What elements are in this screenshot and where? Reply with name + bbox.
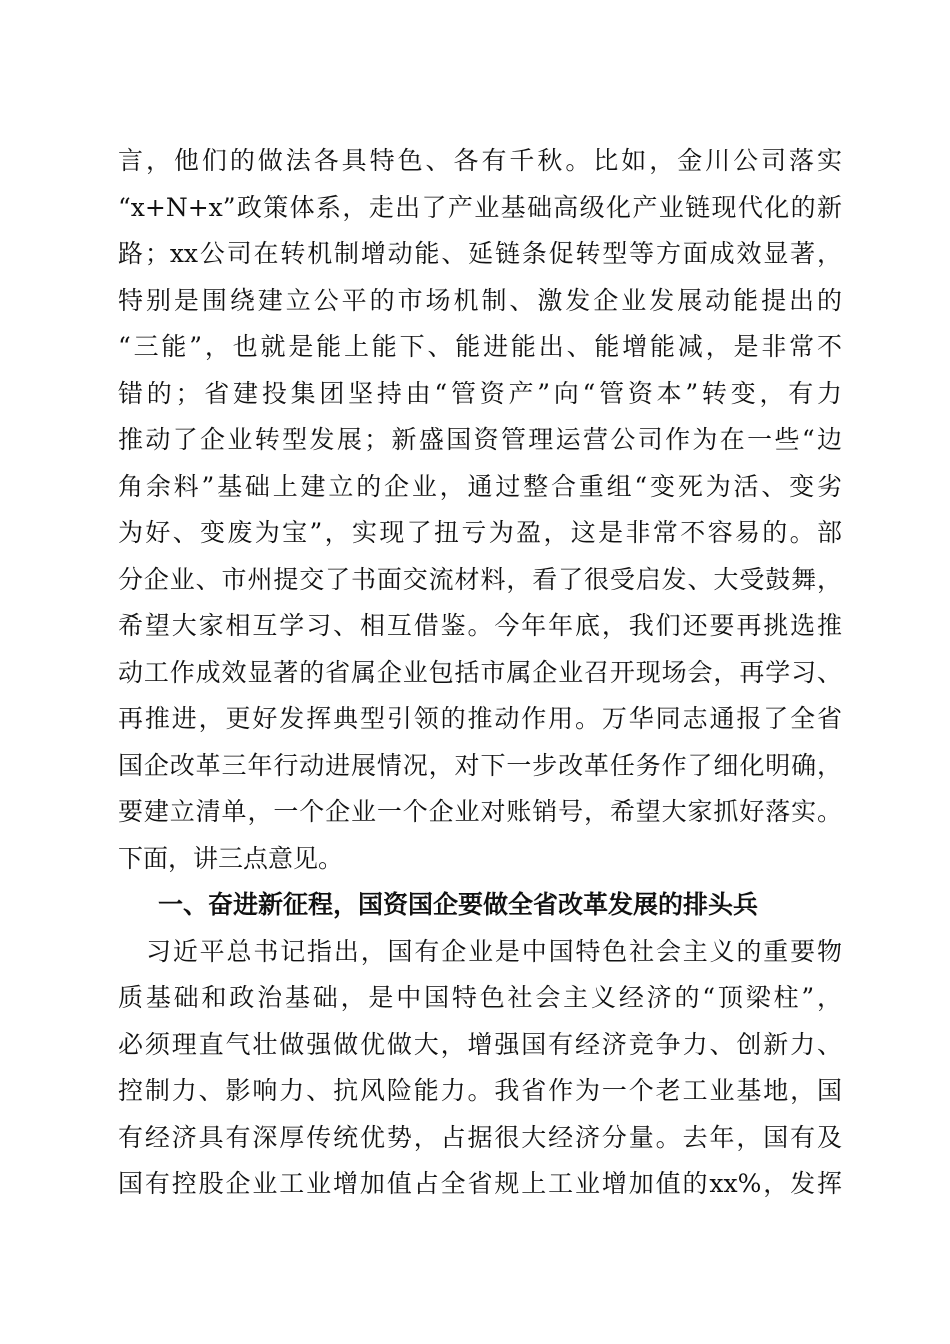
- paragraph-line: 国企改革三年行动进展情况，对下一步改革任务作了细化明确，: [118, 750, 842, 780]
- paragraph-line: 特别是围绕建立公平的市场机制、激发企业发展动能提出的: [118, 285, 842, 315]
- paragraph-line: 路；xx公司在转机制增动能、延链条促转型等方面成效显著，: [118, 239, 842, 268]
- paragraph-line: 动工作成效显著的省属企业包括市属企业召开现场会，再学习、: [118, 657, 842, 687]
- paragraph-line: 习近平总书记指出，国有企业是中国特色社会主义的重要物: [146, 936, 842, 966]
- paragraph-line: 分企业、市州提交了书面交流材料，看了很受启发、大受鼓舞，: [118, 564, 842, 594]
- paragraph-line: 再推进，更好发挥典型引领的推动作用。万华同志通报了全省: [118, 704, 842, 733]
- paragraph-line: 为好、变废为宝”，实现了扭亏为盈，这是非常不容易的。部: [118, 518, 842, 547]
- paragraph-line: 质基础和政治基础，是中国特色社会主义经济的“顶梁柱”，: [118, 983, 842, 1012]
- paragraph-line: 要建立清单，一个企业一个企业对账销号，希望大家抓好落实。: [118, 797, 842, 826]
- paragraph-line: 言，他们的做法各具特色、各有千秋。比如，金川公司落实: [118, 146, 842, 175]
- document-body: [118, 138, 842, 1208]
- paragraph-line: “x+N+x”政策体系，走出了产业基础高级化产业链现代化的新: [118, 192, 842, 222]
- paragraph-line: 国有控股企业工业增加值占全省规上工业增加值的xx%，发挥: [118, 1169, 842, 1198]
- paragraph-line: 控制力、影响力、抗风险能力。我省作为一个老工业基地，国: [118, 1076, 842, 1105]
- paragraph-line: 错的；省建投集团坚持由“管资产”向“管资本”转变，有力: [118, 378, 842, 408]
- paragraph-line: 必须理直气壮做强做优做大，增强国有经济竞争力、创新力、: [118, 1029, 842, 1059]
- paragraph-line: 角余料”基础上建立的企业，通过整合重组“变死为活、变劣: [118, 471, 842, 501]
- paragraph-line: 下面，讲三点意见。: [118, 843, 344, 873]
- paragraph-line: 希望大家相互学习、相互借鉴。今年年底，我们还要再挑选推: [118, 611, 842, 640]
- paragraph-line: “三能”，也就是能上能下、能进能出、能增能减，是非常不: [118, 332, 842, 361]
- paragraph-line: 推动了企业转型发展；新盛国资管理运营公司作为在一些“边: [118, 425, 842, 454]
- section-heading: 一、奋进新征程，国资国企要做全省改革发展的排头兵: [158, 890, 759, 919]
- paragraph-line: 有经济具有深厚传统优势，占据很大经济分量。去年，国有及: [118, 1122, 842, 1152]
